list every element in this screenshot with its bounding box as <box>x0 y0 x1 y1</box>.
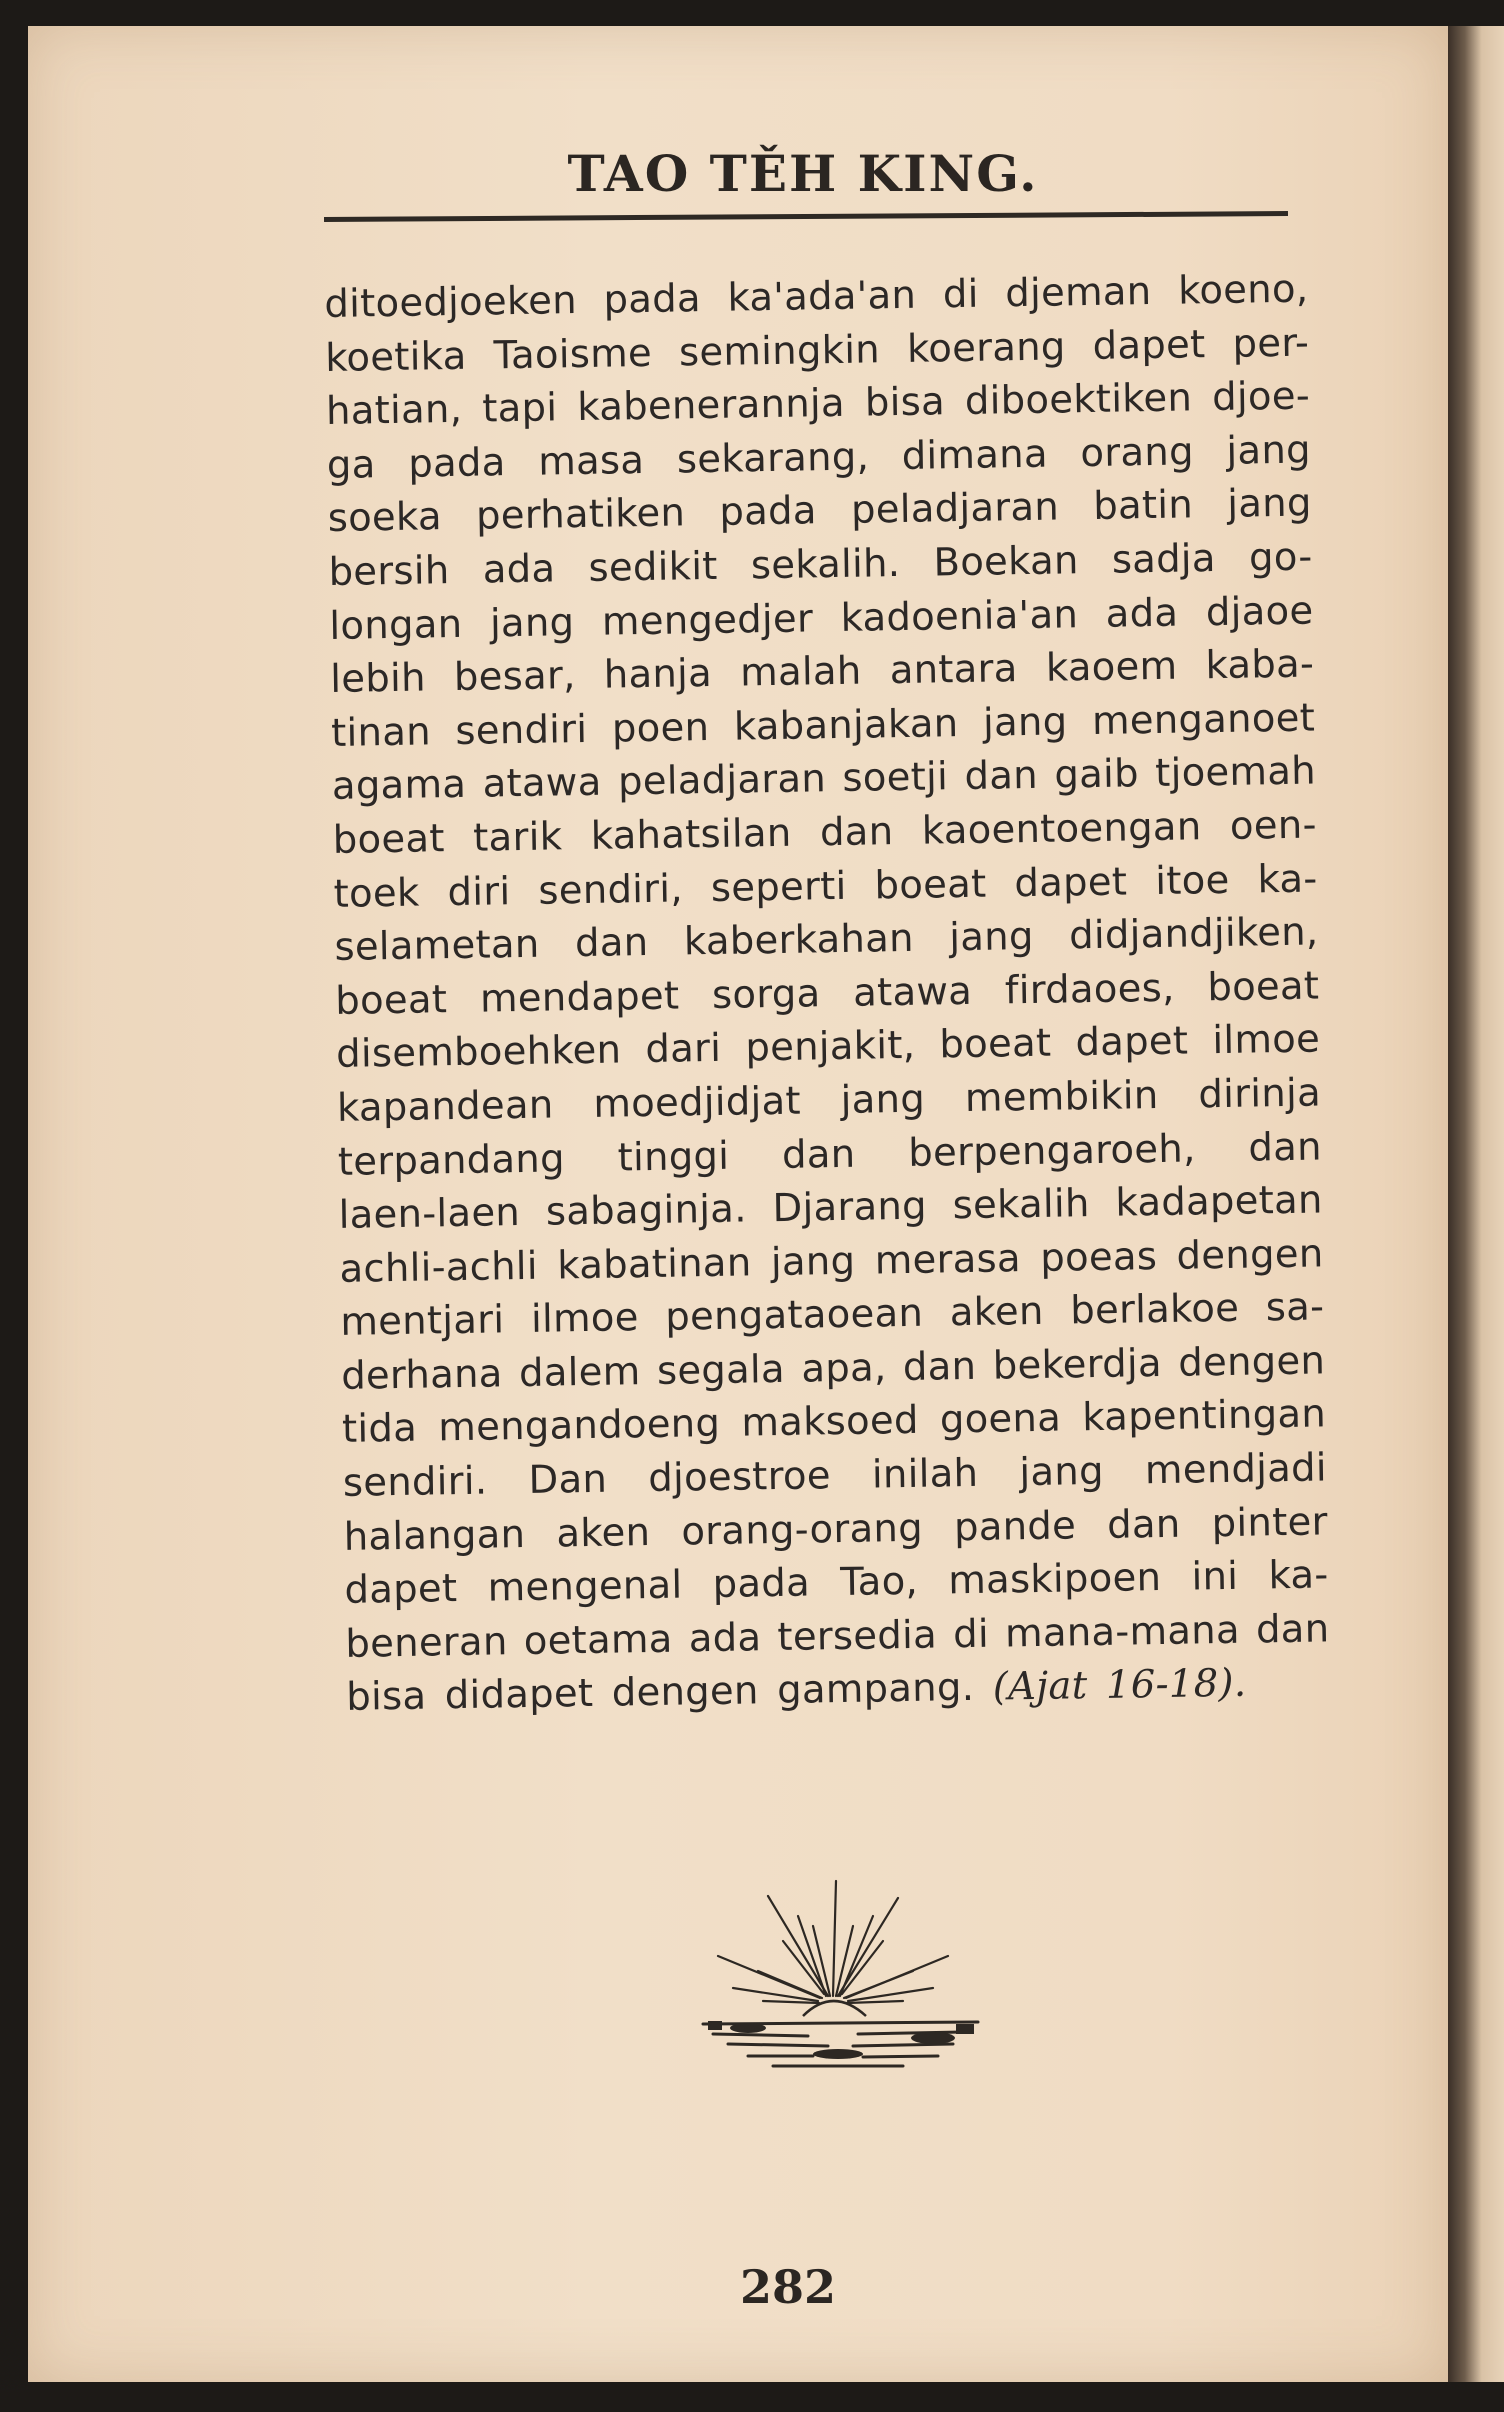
page-number: 282 <box>739 2260 837 2314</box>
page-edge <box>1448 26 1504 2382</box>
text-line: halangan aken orang-orang pande dan pinter <box>343 1499 1329 1560</box>
text-line: laen-laen sabaginja. Djarang sekalih kadapetan <box>338 1177 1323 1238</box>
text-line: selametan dan kaberkahan jang didjandjiken, <box>334 909 1319 971</box>
last-line-text: bisa didapet dengen gampang. <box>345 1665 975 1721</box>
body-paragraph <box>324 263 1331 1738</box>
rising-sun-ornament <box>688 1876 988 2106</box>
text-line: achli-achli kabatinan jang merasa poeas dengen <box>339 1231 1324 1292</box>
header-rule <box>324 211 1288 222</box>
text-line: ga pada masa sekarang, dimana orang jang <box>326 427 1312 488</box>
text-line: terpandang tinggi dan berpengaroeh, dan <box>337 1123 1323 1185</box>
text-line: sendiri. Dan djoestroe inilah jang mendjadi <box>342 1445 1328 1506</box>
text-line: tida mengandoeng maksoed goena kapentingan <box>341 1391 1327 1453</box>
text-line: bersih ada sedikit sekalih. Boekan sadja go- <box>328 534 1313 595</box>
running-head <box>318 144 1288 224</box>
verse-citation: (Ajat 16-18). <box>992 1661 1247 1711</box>
text-line: boeat tarik kahatsilan dan kaoentoengan oen- <box>332 802 1318 863</box>
text-line: toek diri sendiri, seperti boeat dapet itoe ka- <box>333 856 1318 917</box>
text-line: boeat mendapet sorga atawa firdaoes, boeat <box>335 963 1320 1024</box>
text-line: koetika Taoisme semingkin koerang dapet per- <box>324 320 1310 381</box>
book-page <box>28 26 1448 2382</box>
text-line: beneran oetama ada tersedia di mana-mana dan <box>345 1606 1330 1667</box>
text-line: derhana dalem segala apa, dan bekerdja dengen <box>340 1338 1326 1399</box>
text-line: disemboehken dari penjakit, boeat dapet ilmoe <box>335 1016 1321 1078</box>
text-line: kapandean moedjidjat jang membikin dirinja <box>336 1070 1322 1131</box>
text-line: tinan sendiri poen kabanjakan jang menganoet <box>330 695 1316 756</box>
text-line: hatian, tapi kabenerannja bisa diboektiken djoe- <box>325 373 1311 435</box>
text-line: mentjari ilmoe pengataoean aken berlakoe sa- <box>340 1284 1325 1346</box>
text-line: soeka perhatiken pada peladjaran batin jang <box>327 480 1313 542</box>
text-line: agama atawa peladjaran soetji dan gaib tjoemah <box>331 748 1317 810</box>
text-line: lebih besar, hanja malah antara kaoem kaba- <box>329 641 1315 703</box>
running-head-title: TAO TĚH KING. <box>567 144 1039 203</box>
text-line: dapet mengenal pada Tao, maskipoen ini ka- <box>344 1552 1329 1614</box>
text-line: ditoedjoeken pada ka'ada'an di djeman koeno, <box>324 266 1309 327</box>
text-line: longan jang mengedjer kadoenia'an ada djaoe <box>329 588 1314 649</box>
